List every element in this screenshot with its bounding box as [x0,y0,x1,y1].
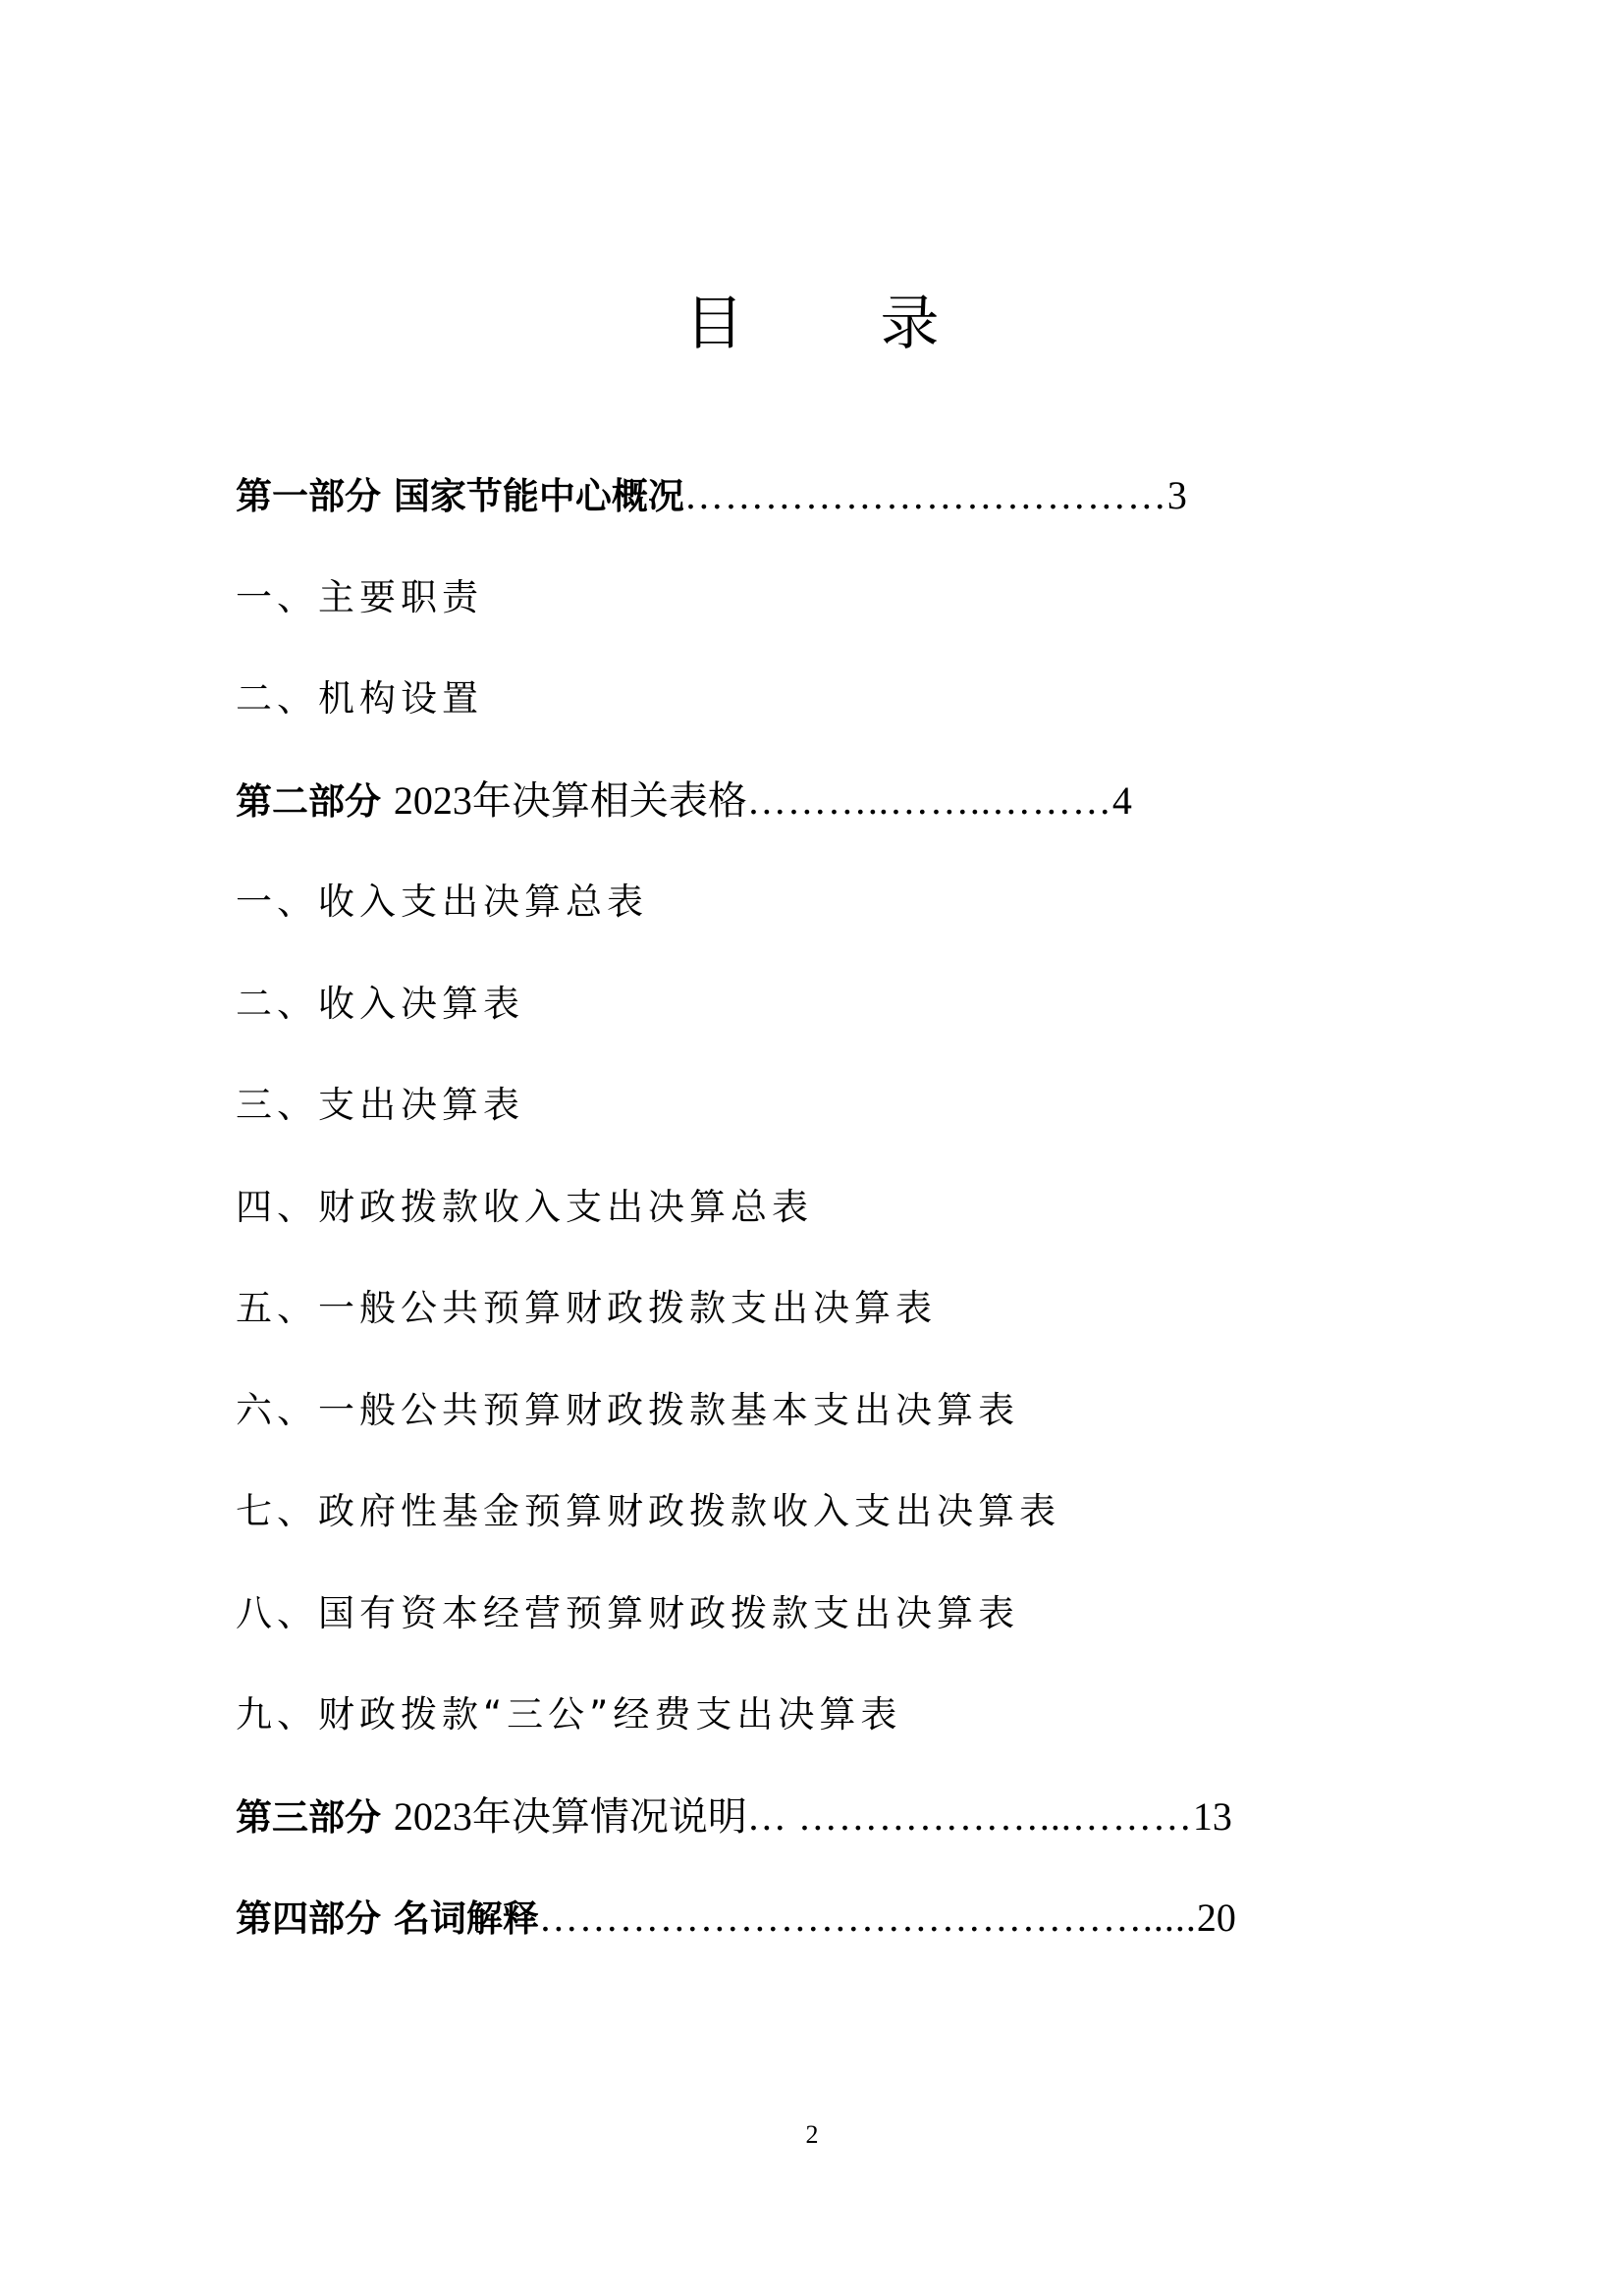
toc-entry-label: 一、主要职责 [236,575,483,618]
toc-entry-section[interactable] [236,1376,1286,1478]
toc-entry-section[interactable] [236,970,1286,1072]
toc-entry-part-2[interactable] [236,767,1286,869]
toc-page-number: 13 [1192,1793,1232,1839]
toc-entry-section[interactable] [236,1681,1286,1783]
toc-entry-label: 第四部分 名词解释 [236,1897,539,1940]
toc-entry-label: 第一部分 国家节能中心概况 [236,475,684,517]
toc-leader-dots: ………………………………………..... [538,1896,1197,1940]
toc-entry-label-suffix: 2023年决算情况说明 [393,1793,747,1839]
toc-entry-section[interactable] [236,1274,1286,1376]
toc-entry-label: 四、财政拨款收入支出决算总表 [236,1185,813,1228]
toc-entry-label: 三、支出决算表 [236,1084,524,1126]
toc-leader-dots: ………..……..……… [746,777,1112,823]
toc-page-number: 4 [1111,777,1132,823]
toc-entry-section[interactable] [236,1477,1286,1579]
toc-entry-section[interactable] [236,1071,1286,1173]
toc-entry-label: 九、财政拨款“三公”经费支出决算表 [236,1693,902,1735]
toc-entry-section[interactable] [236,1173,1286,1275]
toc-entry-label: 第三部分 [236,1795,394,1839]
toc-page-number: 20 [1196,1896,1236,1940]
toc-entry-label: 第二部分 [236,779,394,823]
toc-entry-label: 五、一般公共预算财政拨款支出决算表 [236,1287,937,1329]
toc-entry-label: 六、一般公共预算财政拨款基本支出决算表 [236,1388,1019,1431]
toc-entry-section[interactable] [236,868,1286,970]
toc-page-number: 3 [1166,473,1187,517]
toc-entry-label: 二、收入决算表 [236,982,524,1025]
toc-entry-part-4[interactable] [236,1884,1286,1986]
page-number: 2 [805,2120,819,2149]
toc-list [236,461,1286,1986]
toc-entry-section[interactable] [236,665,1286,767]
toc-entry-label: 八、国有资本经营预算财政拨款支出决算表 [236,1591,1019,1634]
toc-entry-label: 一、收入支出决算总表 [236,881,648,923]
toc-entry-part-1[interactable] [236,461,1286,563]
toc-leader-dots: … ………………...……… [746,1793,1193,1839]
toc-entry-part-3[interactable] [236,1783,1286,1885]
toc-entry-label: 七、政府性基金预算财政拨款收入支出决算表 [236,1490,1060,1532]
toc-leader-dots: ……………………………… [683,473,1167,517]
toc-title: 目 录 [684,290,999,358]
toc-entry-label-suffix: 2023年决算相关表格 [393,777,747,823]
toc-entry-section[interactable] [236,563,1286,666]
toc-entry-label: 二、机构设置 [236,677,483,720]
toc-entry-section[interactable] [236,1579,1286,1682]
